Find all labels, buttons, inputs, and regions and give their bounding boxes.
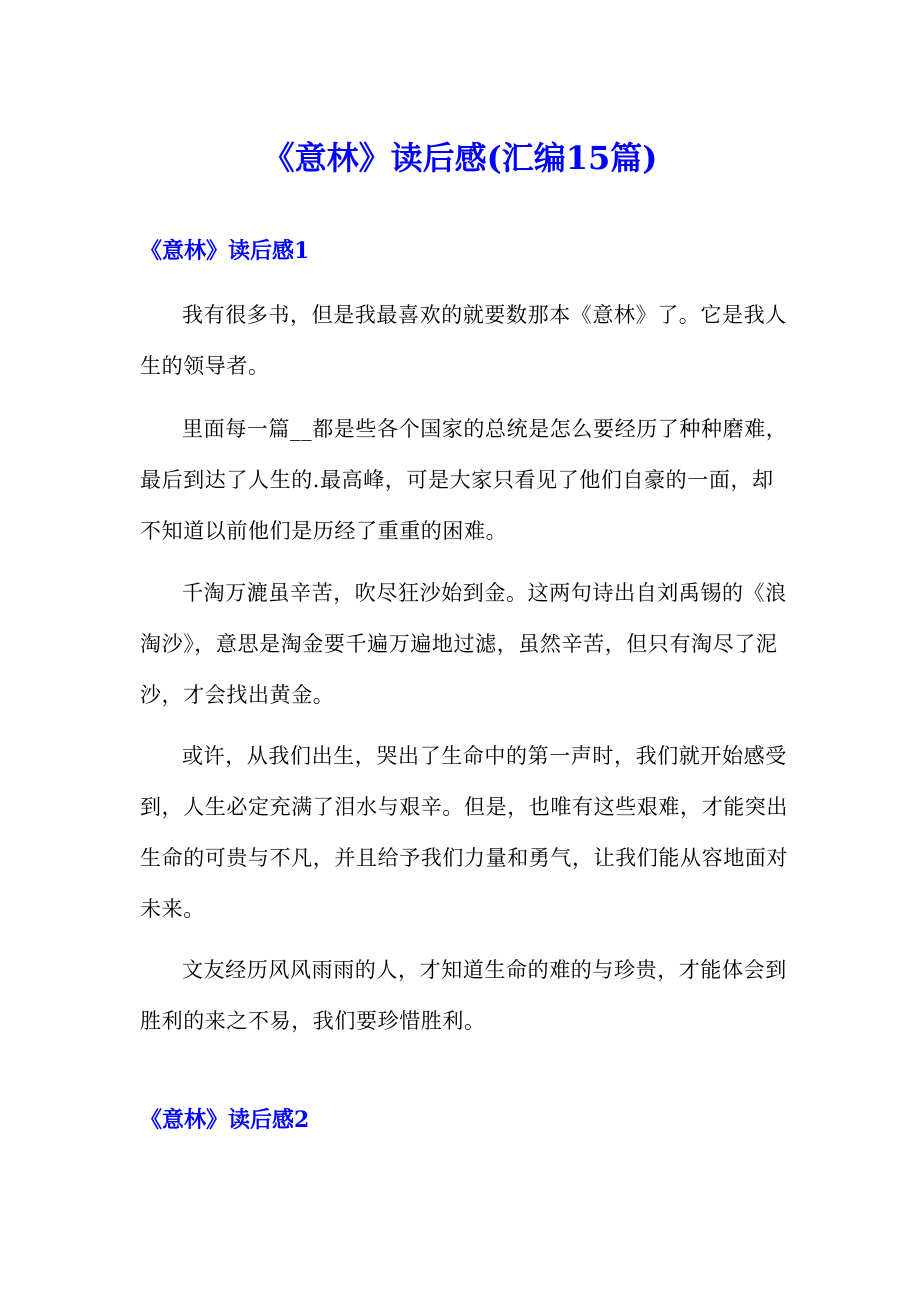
paragraph-1-3: 千淘万漉虽辛苦，吹尽狂沙始到金。这两句诗出自刘禹锡的《浪淘沙》，意思是淘金要千遍万遍地过滤，虽然辛苦，但只有淘尽了泥沙，才会找出黄金。 (140, 581, 787, 707)
paragraph-1-4: 或许，从我们出生，哭出了生命中的第一声时，我们就开始感受到，人生必定充满了泪水与艰辛。但是，也唯有这些艰难，才能突出生命的可贵与不凡，并且给予我们力量和勇气，让我们能从容地面对未来。 (140, 744, 788, 921)
paragraph-1-2: 里面每一篇__都是些各个国家的总统是怎么要经历了种种磨难，最后到达了人生的.最高峰，可是大家只看见了他们自豪的一面，却不知道以前他们是历经了重重的困难。 (140, 417, 788, 543)
paragraph-1-1: 我有很多书，但是我最喜欢的就要数那本《意林》了。它是我人生的领导者。 (140, 303, 787, 378)
section-heading-1: 《意林》读后感1 (140, 238, 310, 264)
section-heading-2: 《意林》读后感2 (140, 1107, 310, 1133)
paragraph-1-5: 文友经历风风雨雨的人，才知道生命的难的与珍贵，才能体会到胜利的来之不易，我们要珍惜胜利。 (140, 958, 787, 1033)
document-title: 《意林》读后感(汇编15篇) (262, 139, 658, 177)
